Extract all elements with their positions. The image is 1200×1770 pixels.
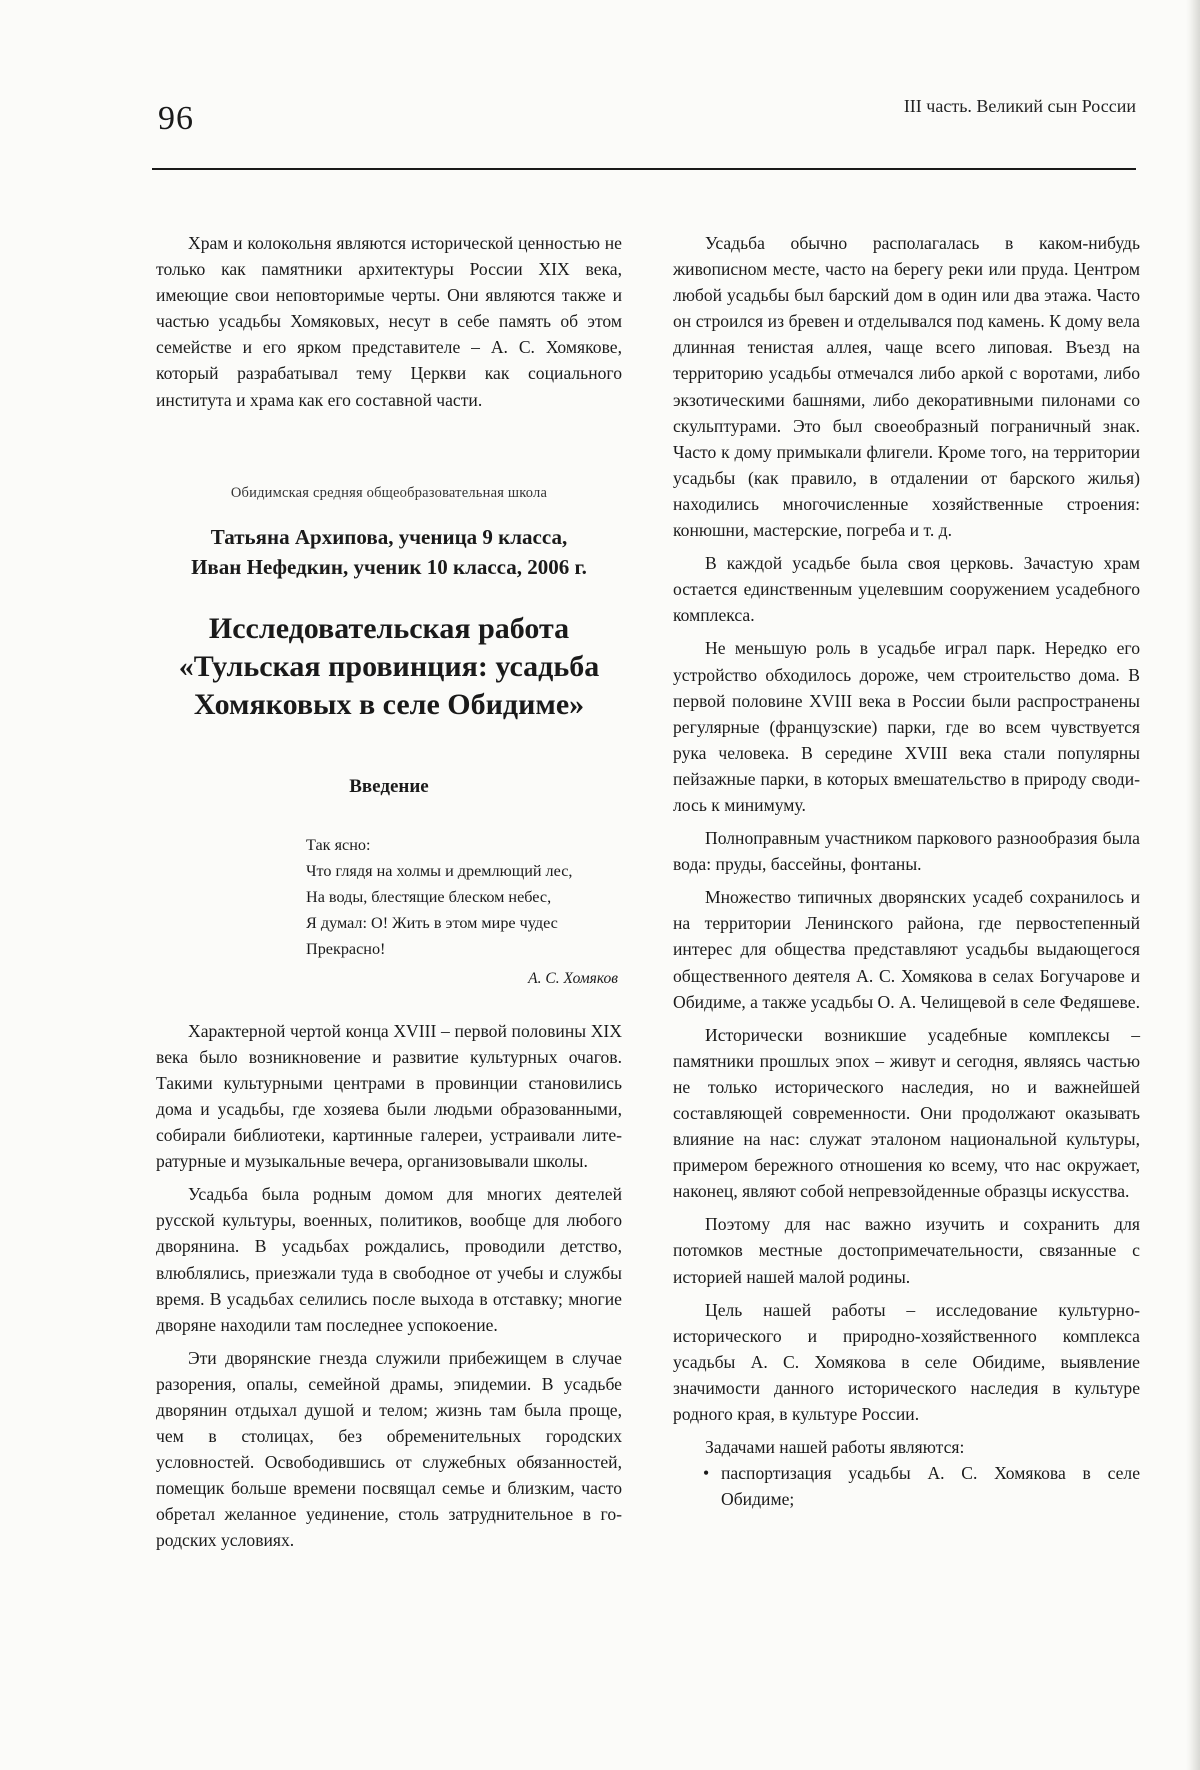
header-rule	[152, 168, 1136, 170]
body-paragraph: Характерной чертой конца XVIII – первой половины XIX века было возникновение и развитие культурных очагов. Такими культурными центрами в провинции становились дома и усадьбы, где хозяева были людьми образованными, собирали библиотеки, картинные галереи, устраивали литературные и музыкальные вечера, организовывали школы.	[156, 1020, 622, 1172]
body-paragraph: Не меньшую роль в усадьбе играл парк. Нередко его устройство обходилось дороже, чем строительство дома. В первой половине XVIII века в России были распространены регулярные (французские) парки, где во всем чувствуется рука человека. В середине XVIII века стали популярны пейзажные парки, в которых вмешательство в природу сводилось к минимуму.	[673, 638, 1140, 815]
page-number: 96	[158, 100, 194, 137]
task-list-item	[673, 1460, 1140, 1512]
epigraph	[306, 832, 622, 992]
left-column	[156, 230, 622, 1554]
school-name: Обидимская средняя общеобразовательная школа	[230, 484, 548, 501]
body-paragraph: Цель нашей работы – исследование культурно-исторического и природно-хозяйственного комплекса усадьбы А. С. Хомякова в селе Обидиме, выявление значимости данного исторического наследия в культуре родного края, в культуре России.	[673, 1299, 1140, 1425]
intro-body	[156, 1018, 622, 1554]
title-line: «Тульская провинция: усадьба	[178, 649, 600, 683]
epigraph-author: А. С. Хомяков	[528, 969, 618, 987]
body-paragraph: В каждой усадьбе была своя церковь. Зачастую храм остается единственным уцелевшим сооружением усадебного комплекса.	[673, 553, 1140, 626]
tasks-intro: Задачами нашей работы являются:	[705, 1437, 965, 1458]
body-paragraph: Полноправным участником паркового разнообразия была вода: пруды, бассейны, фонтаны.	[673, 828, 1140, 875]
running-title: III часть. Великий сын России	[903, 96, 1136, 116]
author-line: Татьяна Архипова, ученица 9 класса,	[210, 524, 568, 549]
epigraph-line: Так ясно:	[306, 835, 371, 854]
work-title	[156, 610, 622, 724]
body-paragraph: Исторически возникшие усадебные комплексы – памятники прошлых эпох – живут и сегодня, являясь частью не только исторического наследия, но и важнейшей составляющей современности. Они продолжают оказывать влияние на нас: служат эталоном национальной культуры, примером бережного отношения ко всему, что нас окружает, наконец, являют собой непревзойденные образцы искусства.	[673, 1024, 1140, 1202]
title-line: Исследовательская работа	[208, 611, 570, 645]
author-line: Иван Нефедкин, ученик 10 класса, 2006 г.	[191, 554, 587, 579]
bullet-icon: •	[703, 1463, 710, 1484]
body-paragraph: Множество типичных дворянских усадеб сохранилось и на территории Ленинского района, где первостепенный интерес для общества представляют усадьбы выдающегося общественного деятеля А. С. Хомякова в селах Богучарове и Обидиме, а также усадьбы О. А. Челищевой в селе Федяшеве.	[673, 887, 1140, 1012]
body-paragraph: Эти дворянские гнезда служили прибежищем в случае разорения, опалы, семейной драмы, эпидемии. В усадьбе дворянин отдыхал душой и телом; жизнь там была проще, чем в столицах, без обременительных городских условностей. Освободившись от служебных обязанностей, помещик больше времени посвящал семье и близким, часто обретал желанное уединение, столь затруднительное в городских условиях.	[156, 1347, 622, 1551]
opening-paragraph: Храм и колокольня являются исторической ценностью не только как памятники архитектуры России XIX века, имеющие свои неповторимые черты. Они являются также и частью усадьбы Хомяковых, несут в себе память об этом семействе и его ярком представителе – А. С. Хомякове, который разрабатывал тему Церкви как социального института и храма как его составной части.	[156, 233, 622, 410]
authors-block	[156, 522, 622, 582]
task-text: паспортизация усадьбы А. С. Хомякова в селе Обидиме;	[721, 1463, 1140, 1510]
epigraph-line: Прекрасно!	[306, 939, 386, 958]
title-line: Хомяковых в селе Обидиме»	[193, 687, 585, 721]
epigraph-line: Что глядя на холмы и дремлющий лес,	[306, 861, 573, 880]
body-paragraph: Усадьба обычно располагалась в каком-нибудь живописном месте, часто на берегу реки или пруда. Центром любой усадьбы был барский дом в один или два этажа. Часто он строился из бревен и отделывался под камень. К дому вела длинная тенистая аллея, чаще всего липовая. Въезд на территорию усадьбы отмечался либо аркой с воротами, либо экзотическими башнями, либо декоративными пилонами со скульптурами. Это был своеобразный пограничный знак. Часто к дому примыкали флигели. Кроме того, на территории усадьбы (как правило, в отдалении от барского жилья) находились многочисленные хозяйственные строения: конюшни, мастерские, погреба и т. д.	[673, 233, 1140, 541]
epigraph-line: Я думал: О! Жить в этом мире чудес	[306, 913, 558, 932]
epigraph-line: На воды, блестящие блеском небес,	[306, 887, 552, 906]
body-paragraph: Поэтому для нас важно изучить и сохранить для потомков местные достопримечательности, связанные с историей нашей малой родины.	[673, 1214, 1140, 1287]
right-column	[673, 230, 1140, 1512]
scan-edge-shadow	[1186, 0, 1200, 1770]
body-paragraph: Усадьба была родным домом для многих деятелей русской культуры, военных, политиков, вообще для любого дворянина. В усадьбах рождались, проводили детство, влюблялись, приезжали туда в свободное от учебы и службы время. В усадьбах селились после выхода в отставку; многие дворяне находили там последнее успокоение.	[156, 1184, 622, 1335]
section-heading: Введение	[349, 775, 429, 797]
